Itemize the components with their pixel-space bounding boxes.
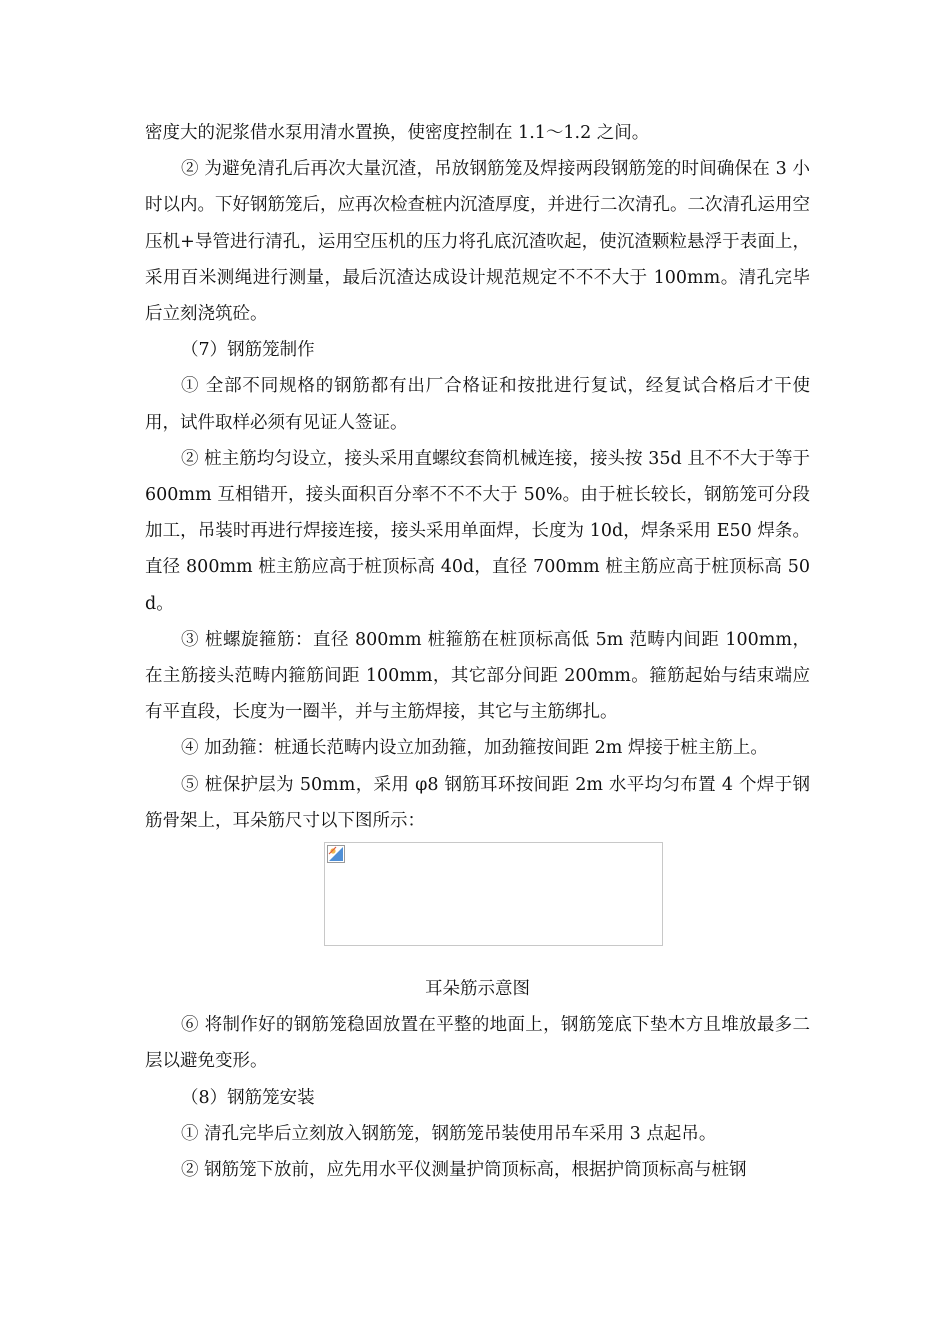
- section-heading: （8）钢筋笼安装: [181, 1087, 315, 1108]
- body-text-bottom: [145, 1007, 810, 1188]
- paragraph: ③ 桩螺旋箍筋：直径 800mm 桩箍筋在桩顶标高低 5m 范畴内间距 100mm，在主筋接头范畴内箍筋间距 100mm，其它部分间距 200mm。箍筋起始与结束端应有平直段，长度为一圈半，并与主筋焊接，其它与主筋绑扎。: [145, 629, 810, 723]
- paragraph: ⑤ 桩保护层为 50mm，采用 φ8 钢筋耳环按间距 2m 水平均匀布置 4 个焊于钢筋骨架上，耳朵筋尺寸以下图所示：: [145, 774, 810, 831]
- paragraph: ① 清孔完毕后立刻放入钢筋笼，钢筋笼吊装使用吊车采用 3 点起吊。: [181, 1123, 717, 1144]
- broken-image-icon: [327, 845, 345, 863]
- section-heading: （7）钢筋笼制作: [181, 340, 315, 361]
- paragraph: ② 桩主筋均匀设立，接头采用直螺纹套筒机械连接，接头按 35d 且不不大于等于 600mm 互相错开，接头面积百分率不不不大于 50%。由于桩长较长，钢筋笼可分段加工，吊装时再进行焊接连接，接头采用单面焊，长度为 10d，焊条采用 E50 焊条。直径 800mm 桩主筋应高于桩顶标高 40d，直径 700mm 桩主筋应高于桩顶标高 50d。: [145, 448, 810, 614]
- paragraph: ⑥ 将制作好的钢筋笼稳固放置在平整的地面上，钢筋笼底下垫木方且堆放最多二层以避免变形。: [145, 1015, 810, 1072]
- paragraph: ② 为避免清孔后再次大量沉渣，吊放钢筋笼及焊接两段钢筋笼的时间确保在 3 小时以内。下好钢筋笼后，应再次检查桩内沉渣厚度，并进行二次清孔。二次清孔运用空压机+导管进行清孔，运用空压机的压力将孔底沉渣吹起，使沉渣颗粒悬浮于表面上，采用百米测绳进行测量，最后沉渣达成设计规范规定不不不大于 100mm。清孔完毕后立刻浇筑砼。: [145, 159, 810, 325]
- figure: [145, 842, 810, 948]
- figure-caption: 耳朵筋示意图: [425, 979, 530, 1000]
- document-page: [145, 115, 810, 1188]
- paragraph: ④ 加劲箍：桩通长范畴内设立加劲箍，加劲箍按间距 2m 焊接于桩主筋上。: [181, 738, 768, 759]
- body-text-top: [145, 115, 810, 839]
- paragraph: ② 钢筋笼下放前，应先用水平仪测量护筒顶标高，根据护筒顶标高与桩钢: [181, 1160, 747, 1181]
- paragraph: ① 全部不同规格的钢筋都有出厂合格证和按批进行复试，经复试合格后才干使用，试件取样必须有见证人签证。: [145, 376, 810, 433]
- figure-image-placeholder: [324, 842, 663, 946]
- paragraph: 密度大的泥浆借水泵用清水置换，使密度控制在 1.1～1.2 之间。: [145, 123, 650, 143]
